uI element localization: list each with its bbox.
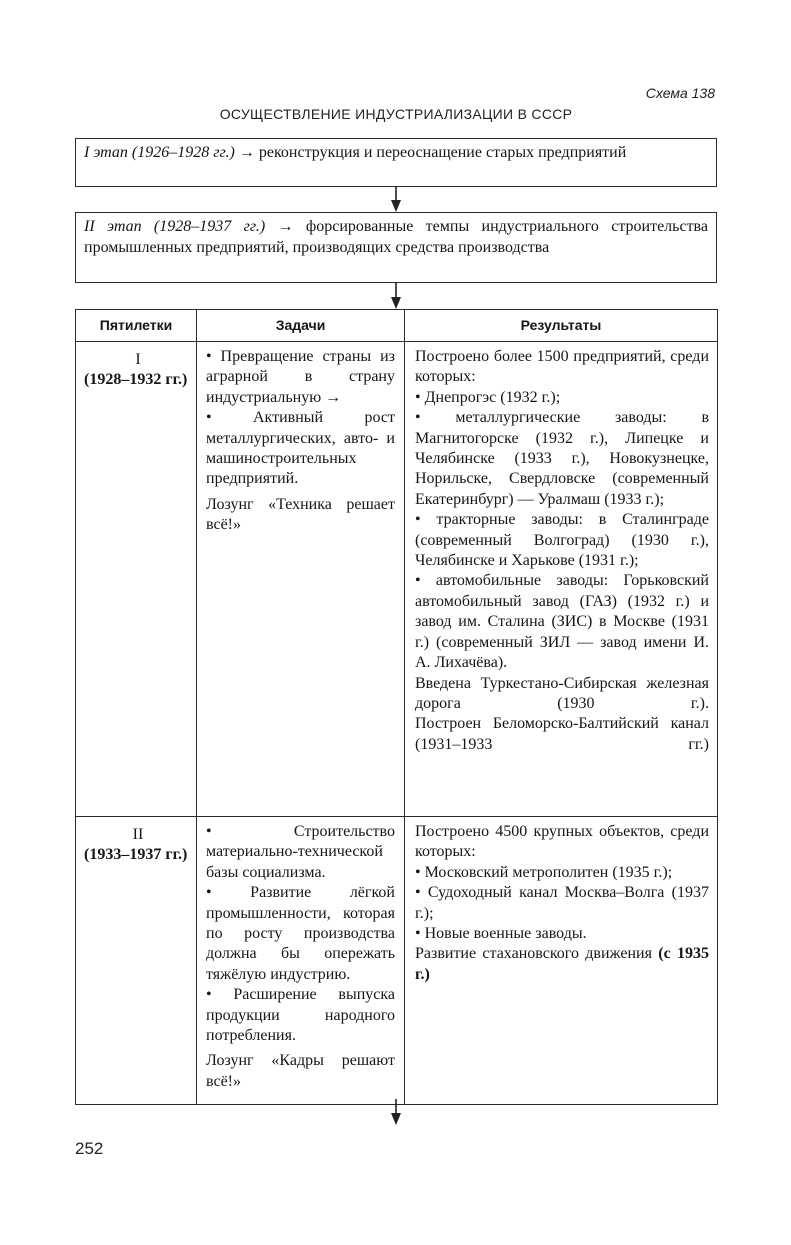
task-item: • Превращение страны из аграрной в страну индустриальную → (206, 348, 395, 406)
column-header-tasks: Задачи (197, 310, 405, 342)
result-item: Построено 4500 крупных объектов, среди которых: (415, 823, 709, 861)
stage-1-label: I этап (1926–1928 гг.) (84, 144, 235, 161)
down-arrow-icon (389, 1099, 403, 1125)
result-item: Построен Беломорско-Балтийский канал (1931–1933 гг.) (415, 715, 709, 753)
task-item: • Расширение выпуска продукции народного потребления. (206, 986, 395, 1045)
table-header-row (76, 310, 718, 342)
result-item: • Новые военные заводы. (415, 925, 587, 943)
stage-1-arrow: → (238, 144, 255, 161)
page-title: ОСУЩЕСТВЛЕНИЕ ИНДУСТРИАЛИЗАЦИИ В СССР (219, 106, 573, 122)
result-item: • тракторные заводы: в Сталинграде (современный Волгоград) (1930 г.), Челябинске и Харькове (1931 г.); (415, 511, 709, 570)
plan-years: (1933–1937 гг.) (84, 846, 188, 864)
result-item: Введена Туркестано-Сибирская железная дорога (1930 г.). (415, 674, 709, 712)
tasks-cell (197, 817, 405, 1105)
table-row (76, 817, 718, 1105)
movement-text: Развитие стахановского движения (415, 945, 652, 963)
task-item: • Строительство материально-технической базы социализма. (206, 823, 395, 881)
results-cell (405, 817, 718, 1105)
down-arrow-icon (389, 187, 403, 212)
result-item: • Судоходный канал Москва–Волга (1937 г.); (415, 884, 709, 922)
stage-1-text: реконструкция и переоснащение старых предприятий (258, 144, 627, 161)
plan-number: I (135, 351, 141, 368)
result-item: • Московский метрополитен (1935 г.); (415, 863, 673, 881)
plan-number: II (132, 826, 144, 843)
result-item: • автомобильные заводы: Горьковский автомобильный завод (ГАЗ) (1932 г.) и завод им. Сталина (ЗИС) в Москве (1931 г.) (современный ЗИЛ — завод имени И. А. Лихачёва). (415, 572, 709, 672)
result-item-movement (415, 944, 709, 985)
stage-2-label: II этап (1928–1937 гг.) (84, 218, 266, 235)
scheme-number: Схема 138 (645, 85, 715, 101)
five-year-plans-table (75, 309, 718, 1105)
movement-year: (с 1935 г.) (415, 945, 709, 983)
task-item: • Активный рост металлургических, авто- и машиностроительных предприятий. (206, 409, 395, 488)
stage-2-arrow: → (277, 218, 294, 235)
stage-1-box (75, 138, 717, 187)
column-header-results: Результаты (405, 310, 718, 342)
task-item: • Развитие лёгкой промышленности, которая по росту производства должна бы опережать тяжёлую индустрию. (206, 884, 395, 983)
result-item: • металлургические заводы: в Магнитогорске (1932 г.), Липецке и Челябинске (1933 г.), Новокузнецке, Норильске, Свердловске (современный Екатеринбург) — Уралмаш (1933 г.); (415, 409, 709, 508)
stage-2-box (75, 212, 717, 283)
results-cell (405, 342, 718, 817)
tasks-cell (197, 342, 405, 817)
result-item: • Днепрогэс (1932 г.); (415, 388, 561, 406)
table-row (76, 342, 718, 817)
stage-2-text: форсированные темпы индустриального строительства промышленных предприятий, производящих средства производства (84, 218, 708, 256)
column-header-plans: Пятилетки (76, 310, 197, 342)
result-item: Построено более 1500 предприятий, среди которых: (415, 348, 709, 386)
page-number: 252 (75, 1139, 104, 1158)
slogan: Лозунг «Техника решает всё!» (206, 495, 395, 534)
plan-cell (76, 342, 197, 817)
down-arrow-icon (389, 283, 403, 309)
plan-cell (76, 817, 197, 1105)
plan-years: (1928–1932 гг.) (84, 371, 188, 389)
slogan: Лозунг «Кадры решают всё!» (206, 1052, 395, 1090)
